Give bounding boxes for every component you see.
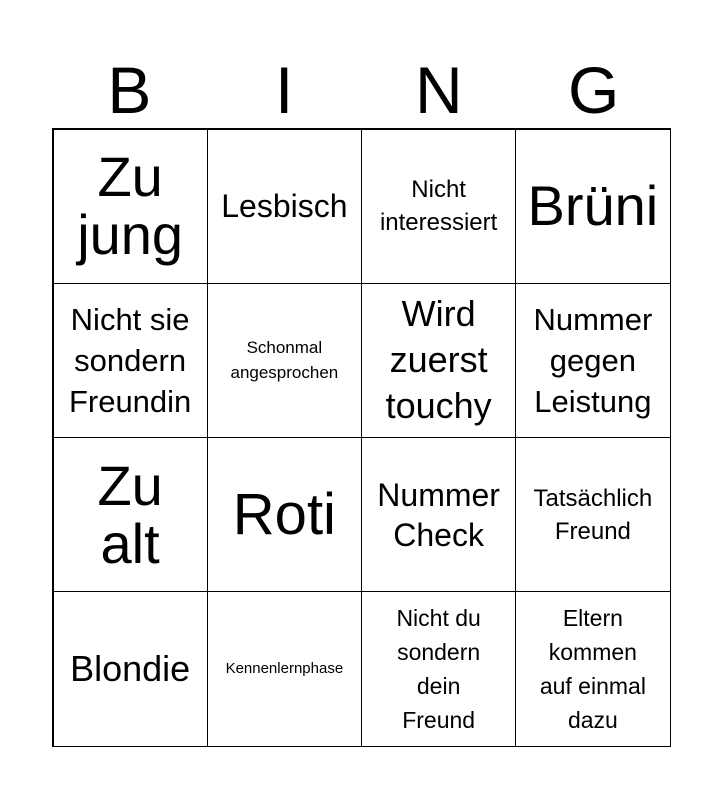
header-letter-i: I — [274, 53, 294, 127]
bingo-cell[interactable]: Nicht interessiert — [361, 129, 516, 284]
bingo-cell[interactable]: Zu jung — [53, 129, 208, 284]
bingo-cell[interactable]: Roti — [207, 437, 362, 592]
bingo-cell[interactable]: Nicht sie sondern Freundin — [53, 283, 208, 438]
bingo-header — [52, 52, 671, 128]
bingo-cell[interactable]: Nummer gegen Leistung — [515, 283, 670, 438]
header-letter-b: B — [107, 53, 152, 127]
bingo-cell[interactable]: Nummer Check — [361, 437, 516, 592]
bingo-cell[interactable]: Blondie — [53, 591, 208, 746]
bingo-cell[interactable]: Wird zuerst touchy — [361, 283, 516, 438]
bingo-cell[interactable]: Tatsächlich Freund — [515, 437, 670, 592]
header-letter-g: G — [567, 53, 620, 127]
bingo-cell[interactable]: Brüni — [515, 129, 670, 284]
bingo-cell[interactable]: Nicht du sondern dein Freund — [361, 591, 516, 746]
bingo-card — [52, 128, 671, 747]
bingo-cell[interactable]: Lesbisch — [207, 129, 362, 284]
bingo-cell[interactable]: Schonmal angesprochen — [207, 283, 362, 438]
header-letter-n: N — [415, 53, 463, 127]
bingo-cell[interactable]: Kennenlernphase — [207, 591, 362, 746]
bingo-cell[interactable]: Eltern kommen auf einmal dazu — [515, 591, 670, 746]
bingo-cell[interactable]: Zu alt — [53, 437, 208, 592]
